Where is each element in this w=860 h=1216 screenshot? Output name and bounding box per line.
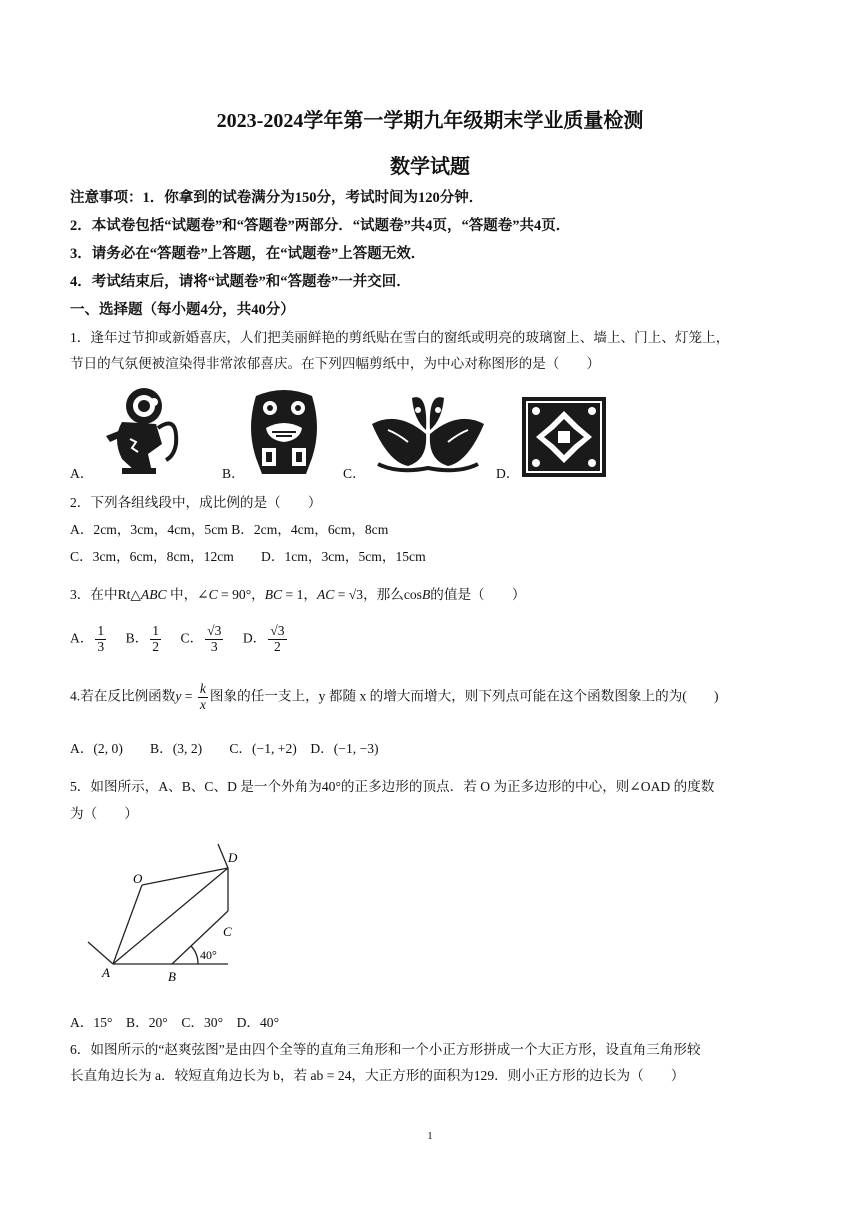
q3-option-d: D． $\frac{√3}{2}$ [242,623,285,654]
q3-option-b: B． $\frac{1}{2}$ [125,623,160,654]
label-a: A [102,965,110,980]
q1-option-d: D． [496,466,520,481]
q3-options [70,624,303,655]
q3-option-c: C． $\frac{√3}{3}$ [180,623,222,654]
papercut-fish-image [368,390,488,476]
q5-polygon-figure [80,838,260,990]
note-4: 4．考试结束后，请将“试题卷”和“答题卷”一并交回． [70,274,411,290]
papercut-lion-image [246,388,322,476]
page-number: 1 [427,1130,433,1142]
label-o: O [133,871,143,886]
q1-option-c: C． [343,466,366,481]
ext-line-a [88,942,113,964]
q5-line2: 为（ ） [70,806,138,821]
q3-stem: 3．在中Rt△ABC 中，∠C = 90°，BC = 1，AC = √3，那么cosB的值是（ ） [70,587,526,602]
q2-options-row1: A．2cm，3cm，4cm，5cm B．2cm，4cm，6cm，8cm [70,522,389,537]
section-heading: 一、选择题（每小题4分，共40分） [70,302,295,318]
q1-line2: 节日的气氛便被渲染得非常浓郁喜庆。在下列四幅剪纸中，为中心对称图形的是（ ） [70,356,601,371]
exam-title: 2023-2024学年第一学期九年级期末学业质量检测 [216,110,644,132]
q1-option-a: A． [70,466,94,481]
q2-stem: 2．下列各组线段中，成比例的是（ ） [70,495,322,510]
q6-line2: 长直角边长为 a．较短直角边长为 b，若 ab = 24，大正方形的面积为129．则小正方形的边长为（ ） [70,1068,685,1083]
q2-options-row2: C．3cm，6cm，8cm，12cm D．1cm，3cm，5cm，15cm [70,549,426,564]
note-1: 注意事项：1．你拿到的试卷满分为150分，考试时间为120分钟． [70,190,484,206]
q5-line1: 5．如图所示，A、B、C、D 是一个外角为40°的正多边形的顶点．若 O 为正多边形的中心，则∠OAD 的度数 [70,779,715,794]
q4-options: A．(2, 0) B．(3, 2) C．(−1, +2) D．(−1, −3) [70,741,379,756]
exam-subtitle: 数学试题 [390,156,470,178]
q5-options: A．15° B．20° C．30° D．40° [70,1015,280,1030]
label-b: B [168,969,176,984]
q1-option-b: B． [222,466,245,481]
q4-stem: 4.若在反比例函数y = $\frac{k}{x}$ 图象的任一支上，y 都随 x 的增大而增大，则下列点可能在这个函数图象上的为( ) [70,681,719,712]
note-3: 3．请务必在“答题卷”上答题，在“试题卷”上答题无效． [70,246,426,262]
q6-line1: 6．如图所示的“赵爽弦图”是由四个全等的直角三角形和一个小正方形拼成一个大正方形，设直角三角形较 [70,1042,701,1057]
label-c: C [223,924,232,939]
ext-line-d [218,844,228,868]
q1-line1: 1．逢年过节抑或新婚喜庆，人们把美丽鲜艳的剪纸贴在雪白的窗纸或明亮的玻璃窗上、墙上、门上、灯笼上， [70,330,730,345]
label-d: D [228,850,238,865]
segment-od [142,868,228,885]
label-angle: 40° [200,948,217,962]
angle-arc [191,946,198,964]
q3-option-a: A． $\frac{1}{3}$ [70,623,105,654]
papercut-square-image [522,397,606,477]
papercut-monkey-image [92,384,186,476]
note-2: 2．本试卷包括“试题卷”和“答题卷”两部分．“试题卷”共4页，“答题卷”共4页． [70,218,571,234]
